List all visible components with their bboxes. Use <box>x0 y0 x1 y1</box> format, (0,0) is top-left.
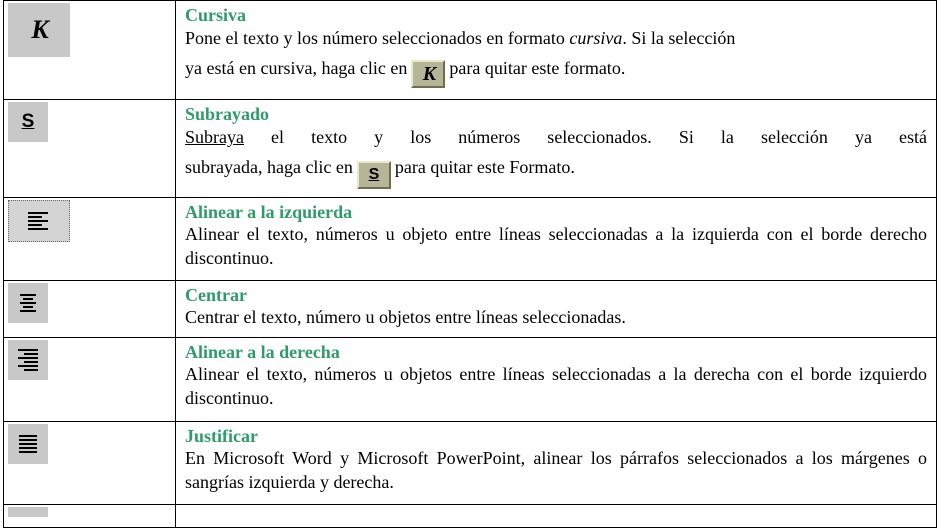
table-row <box>4 422 937 505</box>
italic-button <box>8 3 70 57</box>
text-cell <box>176 198 937 281</box>
table-row <box>4 100 937 198</box>
table-row <box>4 198 937 281</box>
row-title: Alinear a la izquierda <box>185 202 353 222</box>
text-cell <box>176 100 937 198</box>
underline-s-icon: S <box>21 111 35 132</box>
row-description: Pone el texto y los número seleccionados en formato cursiva. Si la selección ya está en cursiva, haga clic en K para quitar este formato. <box>185 25 927 88</box>
align-center-icon <box>17 292 39 314</box>
row-title: Centrar <box>185 285 247 305</box>
format-buttons-table <box>3 0 937 528</box>
justify-button <box>8 424 48 464</box>
text-cell <box>176 338 937 422</box>
align-left-button <box>8 200 70 242</box>
align-center-button <box>8 283 48 323</box>
icon-cell <box>4 422 176 505</box>
table-row <box>4 1 937 100</box>
italic-inline-button <box>411 60 445 88</box>
text-cell <box>176 281 937 338</box>
row-description: Centrar el texto, número u objetos entre líneas seleccionadas. <box>185 307 626 327</box>
row-description: En Microsoft Word y Microsoft PowerPoint, alinear los párrafos seleccionados a los márgenes o sangrías izquierda y derecha. <box>185 448 927 492</box>
icon-cell <box>4 338 176 422</box>
partial-button <box>8 507 48 517</box>
row-title: Justificar <box>185 426 258 446</box>
row-description: Alinear el texto, números u objeto entre líneas seleccionadas a la izquierda con el borde derecho discontinuo. <box>185 224 927 268</box>
underline-inline-button <box>357 161 391 189</box>
icon-cell <box>4 198 176 281</box>
row-title: Subrayado <box>185 104 270 124</box>
italic-k-icon: K <box>422 63 435 85</box>
align-left-icon <box>26 210 52 232</box>
text-cell <box>176 505 937 528</box>
icon-cell <box>4 505 176 528</box>
justify-icon <box>18 433 38 455</box>
italic-k-icon: K <box>31 15 47 44</box>
icon-cell <box>4 100 176 198</box>
icon-cell <box>4 1 176 100</box>
underline-s-icon: S <box>368 166 380 183</box>
row-description: Alinear el texto, números u objetos entre líneas seleccionadas a la derecha con el borde izquierdo discontinuo. <box>185 364 927 408</box>
table-row <box>4 281 937 338</box>
table-row <box>4 338 937 422</box>
text-cell <box>176 422 937 505</box>
align-right-icon <box>16 347 40 373</box>
underline-button <box>8 102 48 142</box>
row-title: Cursiva <box>185 5 247 25</box>
align-right-button <box>8 340 48 380</box>
text-cell <box>176 1 937 100</box>
table-row <box>4 505 937 528</box>
row-title: Alinear a la derecha <box>185 342 340 362</box>
row-description: Subraya el texto y los números seleccionados. Si la selección ya está subrayada, haga clic en S para quitar este Formato. <box>185 124 927 189</box>
icon-cell <box>4 281 176 338</box>
